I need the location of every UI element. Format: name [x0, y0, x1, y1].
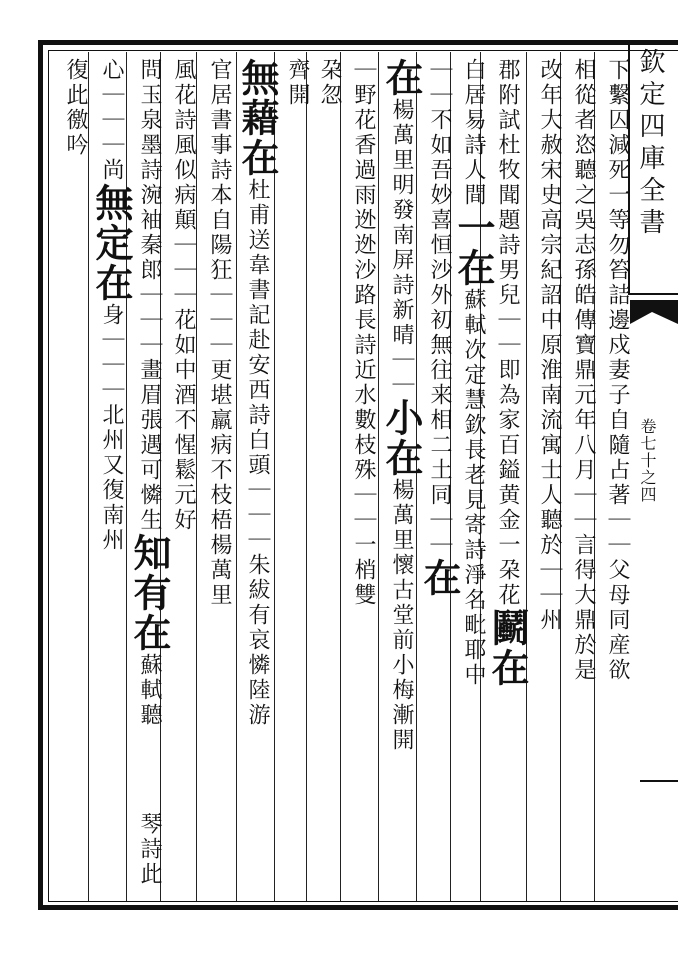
column-rule — [306, 52, 307, 901]
text-segment: 心｜｜｜尚 — [99, 58, 124, 183]
headword: 一在 — [451, 208, 496, 288]
headword: 無定在 — [89, 183, 134, 303]
text-segment: 詩近水數枝殊｜｜一梢雙 — [351, 333, 376, 608]
text-segment: 改年大赦宋史高宗紀詔中原淮南流寓士人聽於｜｜州 — [537, 58, 562, 633]
text-column — [417, 58, 462, 598]
text-column — [58, 58, 92, 158]
text-segment: 齊開 — [285, 58, 310, 108]
text-column — [600, 58, 634, 683]
text-column — [132, 812, 166, 887]
text-column — [379, 58, 424, 753]
text-segment: 妙喜恒沙外初無往来相二土同｜｜ — [427, 183, 452, 558]
text-segment: 郡附試杜牧聞題詩男兒｜｜即為家百鎰黄金一朶花 — [495, 58, 520, 608]
text-column — [166, 58, 200, 533]
text-column — [312, 58, 346, 108]
text-segment: 官居書事詩本自陽狂｜｜｜更堪羸病不枝梧楊萬里 — [207, 58, 232, 608]
text-segment: 白居易詩人間 — [461, 58, 486, 208]
text-segment: 杜甫送韋書記赴安西詩白頭｜｜｜朱紱有哀憐陸游 — [245, 178, 270, 728]
text-segment: 蘇軾次定慧欽長老見寄詩淨名毗耶中 — [461, 288, 486, 688]
fish-tail-icon — [630, 298, 678, 326]
text-segment: 蘇軾聽 — [137, 653, 162, 728]
text-column — [346, 58, 380, 608]
headword: 知有在 — [127, 533, 172, 653]
headword: 無藉在 — [235, 58, 280, 178]
headword: 小在 — [379, 398, 424, 478]
text-segment: 相從者恣聽之吳志孫皓傳寶鼎元年八月｜｜言得大鼎於是 — [571, 58, 596, 683]
text-column — [89, 58, 134, 553]
column-rule — [236, 52, 237, 901]
headword: 在 — [417, 558, 462, 598]
text-column — [485, 58, 530, 688]
edge-title: 欽定四庫全書 — [635, 48, 665, 240]
text-segment: 楊萬里明發南屏詩新晴｜｜ — [389, 98, 414, 398]
text-column — [532, 58, 566, 633]
column-rule — [274, 52, 275, 901]
text-segment: 問玉泉墨詩涴袖秦郎｜｜｜畫眉張遇可憐生 — [137, 58, 162, 533]
column-rule — [526, 52, 527, 901]
text-segment: ｜｜不如吾 — [427, 58, 452, 183]
headword: 在 — [379, 58, 424, 98]
column-rule — [340, 52, 341, 901]
text-segment: 楊萬里懷古堂前小梅漸開 — [389, 478, 414, 753]
text-segment: 琴詩此 — [137, 812, 162, 887]
text-segment: 朶忽 — [317, 58, 342, 108]
text-column — [127, 58, 172, 728]
text-segment: 下繫囚減死一等勿笞詰邊戍妻子自隨占著｜｜父母同産欲 — [605, 58, 630, 683]
text-segment: 身｜｜｜北州又復南州 — [99, 303, 124, 553]
headword: 鬬在 — [485, 608, 530, 688]
edge-divider — [640, 780, 678, 782]
text-segment: 復此徼吟 — [63, 58, 88, 158]
text-column — [280, 58, 314, 108]
juan-number: 卷七十之四 — [638, 418, 657, 503]
text-column — [566, 58, 600, 683]
column-rule — [88, 52, 89, 901]
text-segment: ｜野花香過雨迯迯沙路長 — [351, 58, 376, 333]
text-column — [202, 58, 236, 608]
text-segment: 風花詩風似病顛｜｜｜花如中酒不惺鬆元好 — [171, 58, 196, 533]
text-column — [235, 58, 280, 728]
